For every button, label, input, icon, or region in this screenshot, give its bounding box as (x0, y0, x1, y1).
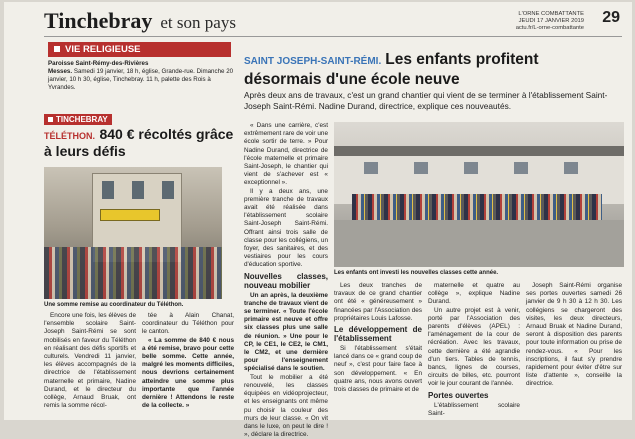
issue-date: JEUDI 17 JANVIER 2019 (518, 18, 584, 24)
article-lead: Après deux ans de travaux, c'est un grand chantier qui vient de se terminer à l'établissement Saint-Joseph Saint-Rémi. Nadine Durand, directrice, explique ces nouveautés. (244, 90, 608, 111)
page-header-title (44, 8, 236, 34)
student-crowd (44, 247, 222, 299)
parish-name: Paroisse Saint-Rémy-des-Rivières (48, 60, 149, 67)
telethon-body-col2: tée à Alain Chanat, coordinateur du Téléthon pour le canton. « La somme de 840 € nous a été remise, bravo pour cette belle somme. Cette année, malgré les moments difficiles, nous devrions certainement atteindre une somme plus importante que l'année dernière ! Attendons le reste de la collecte. » (142, 312, 234, 410)
paper-site: actu.fr/L-orne-combattante (515, 25, 584, 31)
masses-label: Messes. (48, 68, 73, 75)
section-tag-tinchebray: TINCHEBRAY (44, 114, 112, 125)
town-name: Tinchebray (44, 8, 153, 33)
article-title: Les enfants profitent désormais d'une école neuve (244, 51, 539, 88)
article-kicker: SAINT JOSEPH-SAINT-RÉMI. (244, 56, 382, 67)
school-photo-caption: Les enfants ont investi les nouvelles classes cette année. (334, 270, 499, 276)
article-headline (244, 51, 614, 89)
article-col1: « Dans une carrière, c'est extrêmement rare de voir une école sortir de terre. » Pour Nadine Durand, directrice de l'école maternelle et primaire Saint-Joseph, le chantier qui vient de s'achever est « exceptionnel ». Il y a deux ans, une première tranche de travaux avait été réalisée dans l'établissement scolaire Saint-Joseph Saint-Rémi. Offrant ainsi trois salle de classe pour les collégiens, un foyer, des sanitaires, et des vestiaires pour les cours d'éducation sportive. Nouvelles classes, nouveau mobilier Un an après, la deuxième tranche de travaux vient de se terminer. « Toute l'école primaire est neuve et offre six classes plus une salle de réunion. » Une pour le CP, le CE1, le CE2, le CM1, le CM2, et une dernière pour l'enseignement spécialisé dans le soutien. Tout le mobilier a été renouvelé, les classes équipées en vidéoprojecteur, et les enseignants ont même pu choisir la couleur des murs de leur classe. « On vit dans le luxe, on peut le dire ! », déclare la directrice. (244, 122, 328, 439)
article-col2: Les deux tranches de travaux de ce grand chantier ont été « généreusement » financées par l'Association des propriétaires Louis Lafosse. Le développement de l'établissement Si l'établissement s'était lancé dans ce « grand coup de neuf », c'est pour faire face à son développement. « En quatre ans, nous avons ouvert trois classes de primaire et de (334, 282, 422, 394)
newspaper-page (4, 2, 632, 439)
paper-name: L'ORNE COMBATTANTE (518, 11, 584, 17)
subhead-developpement: Le développement de l'établissement (334, 325, 422, 344)
masses-notice (48, 60, 234, 92)
children-crowd (352, 194, 602, 220)
square-bullet-icon (54, 46, 60, 52)
header-subtitle: et son pays (160, 13, 236, 32)
square-bullet-icon (48, 117, 53, 122)
page-number: 29 (602, 9, 620, 26)
header-divider (44, 36, 622, 37)
article-col4: Joseph Saint-Rémi organise ses portes ouvertes samedi 26 janvier de 9 h 30 à 12 h 30. Les collégiens se chargeront des visites, les deux directeurs, Arnaud Bruak et Nadine Durand, seront à disposition des parents pour toute information ou prise de rendez-vous. « Pour les inscriptions, il faut s'y prendre rapidement pour éviter d'être sur liste d'attente », conseille la directrice. (526, 282, 622, 388)
masthead-info (516, 11, 584, 32)
telethon-group-photo (44, 167, 222, 299)
telethon-banner (100, 209, 160, 221)
telethon-photo-caption: Une somme remise au coordinateur du Téléthon. (44, 302, 184, 308)
new-school-photo (334, 122, 624, 267)
telethon-kicker: TÉLÉTHON. (44, 131, 95, 141)
playground (334, 220, 624, 267)
telethon-headline (44, 127, 234, 159)
subhead-nouvelles-classes: Nouvelles classes, nouveau mobilier (244, 271, 328, 290)
masses-text: Samedi 19 janvier, 18 h, église, Grande-rue. Dimanche 20 janvier, 10 h 30, église, Tinchebray. 11 h, palette des Rois à Yvrandes. (48, 68, 234, 91)
article-col3: maternelle et quatre au collège », explique Nadine Durand. Un autre projet est à venir, porté par l'Association des parents d'élèves (APEL) : l'aménagement de la cour de récréation. Avec les travaux, cette dernière a été agrandie d'un tiers. Tables de tennis, bancs, lignes de courses, circuits de billes, etc. pourront voir le jour courant de l'année. Portes ouvertes L'établissement scolaire Saint- (428, 282, 520, 417)
subhead-portes-ouvertes: Portes ouvertes (428, 390, 489, 400)
telethon-title: 840 € récoltés grâce à leurs défis (44, 126, 234, 159)
section-header-vie-religieuse: VIE RELIGIEUSE (48, 42, 231, 57)
telethon-body-col1: Encore une fois, les élèves de l'ensemble scolaire Saint-Joseph Saint-Rémi se sont mobilisés en faveur du Téléthon en réalisant des défis sportifs et culturels. Vendredi 11 janvier, les élèves accompagnés de la directrice de l'établissement maternelle et primaire, Nadine Durand, et le directeur du collège, Arnaud Bruak, ont remis la somme récol- (44, 312, 136, 410)
